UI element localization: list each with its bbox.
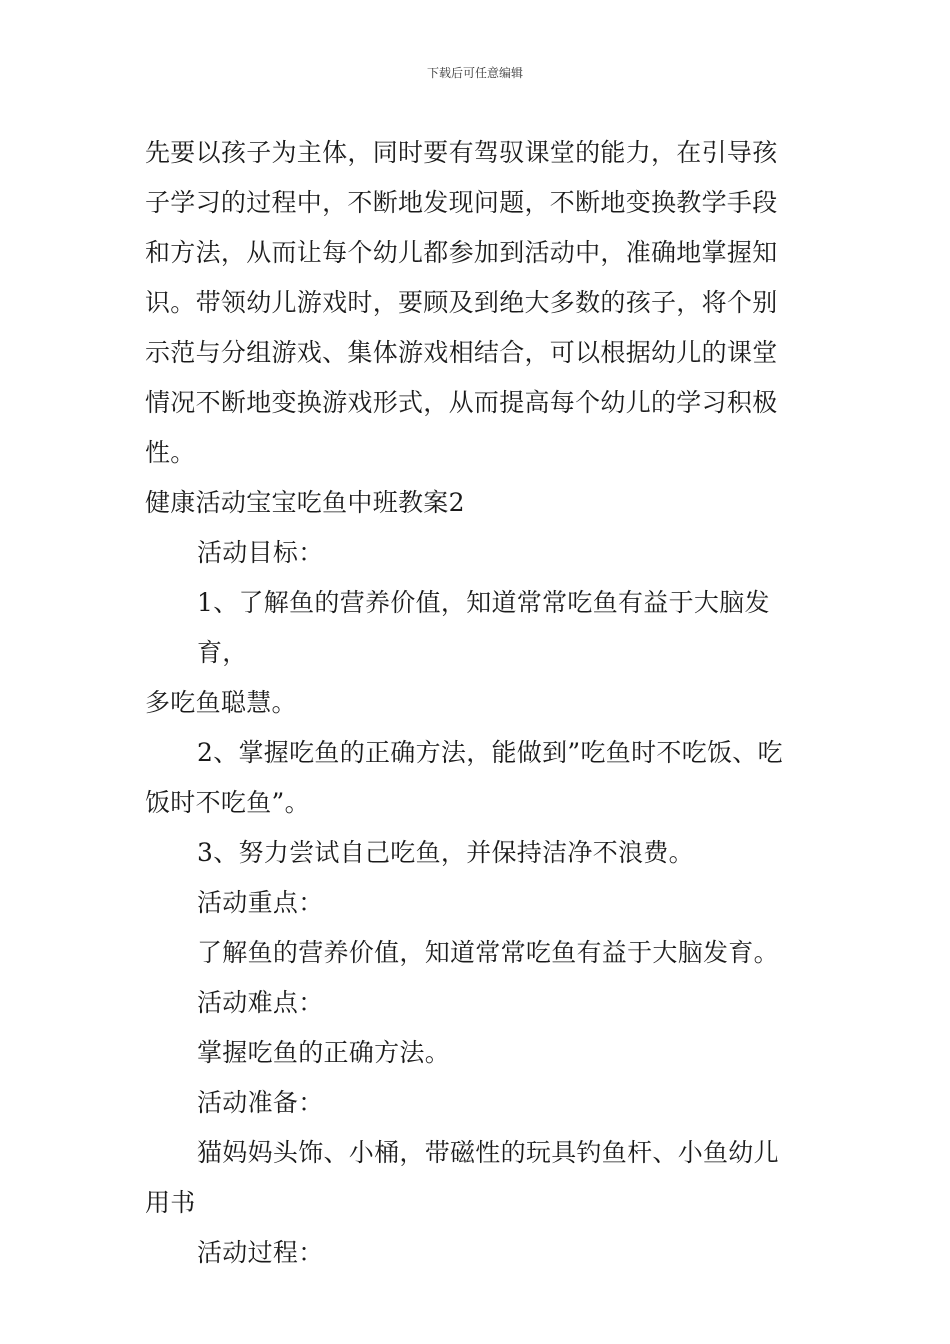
paragraph-line: 和方法，从而让每个幼儿都参加到活动中，准确地掌握知	[145, 238, 778, 267]
paragraph-line: 先要以孩子为主体，同时要有驾驭课堂的能力，在引导孩	[145, 138, 778, 167]
preparation-heading: 活动准备：	[197, 1088, 324, 1117]
goals-heading: 活动目标：	[197, 538, 324, 567]
paragraph-line: 情况不断地变换游戏形式，从而提高每个幼儿的学习积极	[145, 388, 778, 417]
page-header-note: 下载后可任意编辑	[426, 66, 523, 80]
document-body	[145, 128, 810, 1278]
paragraph-line: 识。带领幼儿游戏时，要顾及到绝大多数的孩子，将个别	[145, 288, 778, 317]
goal-1-line-1: 1、了解鱼的营养价值，知道常常吃鱼有益于大脑发育，	[197, 588, 770, 667]
goal-3: 3、努力尝试自己吃鱼，并保持洁净不浪费。	[197, 838, 694, 867]
paragraph-line: 性。	[145, 438, 196, 467]
preparation-line-2: 用书	[145, 1188, 196, 1217]
process-heading: 活动过程：	[197, 1238, 324, 1267]
paragraph-line: 子学习的过程中，不断地发现问题，不断地变换教学手段	[145, 188, 778, 217]
goal-2-line-1: 2、掌握吃鱼的正确方法，能做到”吃鱼时不吃饭、吃	[197, 738, 783, 767]
key-point-text: 了解鱼的营养价值，知道常常吃鱼有益于大脑发育。	[197, 938, 779, 967]
lesson-title: 健康活动宝宝吃鱼中班教案2	[145, 488, 465, 517]
goal-2-line-2: 饭时不吃鱼”。	[145, 788, 310, 817]
difficulty-heading: 活动难点：	[197, 988, 324, 1017]
goal-1-line-2: 多吃鱼聪慧。	[145, 688, 297, 717]
difficulty-text: 掌握吃鱼的正确方法。	[197, 1038, 451, 1067]
paragraph-line: 示范与分组游戏、集体游戏相结合，可以根据幼儿的课堂	[145, 338, 778, 367]
preparation-line-1: 猫妈妈头饰、小桶，带磁性的玩具钓鱼杆、小鱼幼儿	[197, 1138, 779, 1167]
key-point-heading: 活动重点：	[197, 888, 324, 917]
